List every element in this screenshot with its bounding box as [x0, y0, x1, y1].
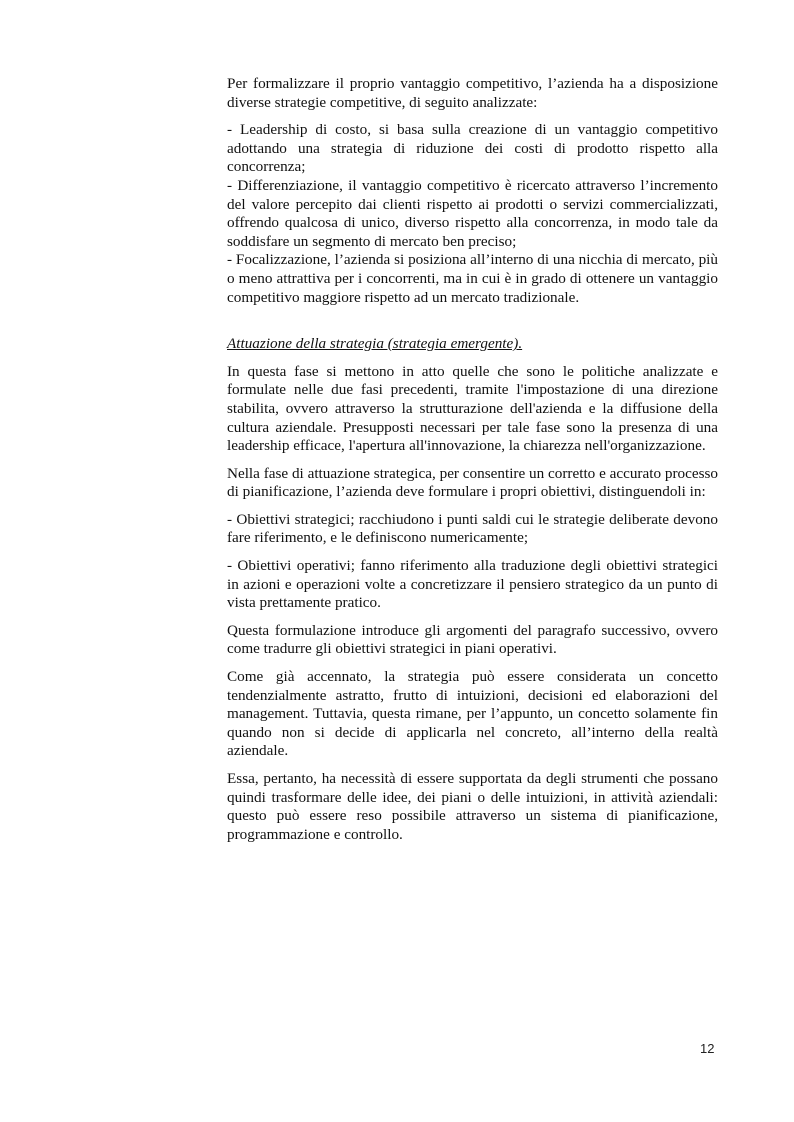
section-paragraph-1: In questa fase si mettono in atto quelle che sono le politiche analizzate e formulate nelle due fasi precedenti, tramite l'impostazione di una direzione stabilita, ovvero attraverso la strutturazione dell'azienda e la diffusione della cultura aziendale. Presupposti necessari per tale fase sono la presenza di una leadership efficace, l'apertura all'innovazione, la chiarezza nell'organizzazione.: [227, 362, 718, 455]
strategy-differentiation: - Differenziazione, il vantaggio competitivo è ricercato attraverso l’incremento del valore percepito dai clienti rispetto ai prodotti o servizi commercializzati, offrendo qualcosa di unico, diverso rispetto alla concorrenza, in modo tale da soddisfare un segmento di mercato ben preciso;: [227, 176, 718, 250]
page-body: [227, 75, 718, 853]
section-paragraph-2: Nella fase di attuazione strategica, per consentire un corretto e accurato processo di pianificazione, l’azienda deve formulare i propri obiettivi, distinguendoli in:: [227, 464, 718, 501]
objective-operational: - Obiettivi operativi; fanno riferimento alla traduzione degli obiettivi strategici in azioni e operazioni volte a concretizzare il pensiero strategico da un punto di vista prettamente pratico.: [227, 557, 718, 612]
strategy-cost-leadership: - Leadership di costo, si basa sulla creazione di un vantaggio competitivo adottando una strategia di riduzione dei costi di prodotto rispetto alla concorrenza;: [227, 121, 718, 176]
section-paragraph-5: Questa formulazione introduce gli argomenti del paragrafo successivo, ovvero come tradurre gli obiettivi strategici in piani operativi.: [227, 621, 718, 658]
section-paragraph-7: Essa, pertanto, ha necessità di essere supportata da degli strumenti che possano quindi trasformare delle idee, dei piani o delle intuizioni, in attività aziendali: questo può essere reso possibile attraverso un sistema di pianificazione, programmazione e controllo.: [227, 770, 718, 843]
section-heading: Attuazione della strategia (strategia emergente).: [227, 335, 523, 353]
strategy-focus: - Focalizzazione, l’azienda si posiziona all’interno di una nicchia di mercato, più o meno attrattiva per i concorrenti, ma in cui è in grado di ottenere un vantaggio competitivo maggiore rispetto ad un mercato tradizionale.: [227, 251, 718, 306]
section-paragraph-6: Come già accennato, la strategia può essere considerata un concetto tendenzialmente astratto, frutto di intuizioni, decisioni ed elaborazioni del management. Tuttavia, questa rimane, per l’appunto, un concetto solamente fin quando non si decide di applicarla nel concreto, all’interno della realtà aziendale.: [227, 668, 718, 760]
intro-paragraph: Per formalizzare il proprio vantaggio competitivo, l’azienda ha a disposizione diverse strategie competitive, di seguito analizzate:: [227, 75, 718, 111]
page-number: 12: [700, 1041, 715, 1056]
objective-strategic: - Obiettivi strategici; racchiudono i punti saldi cui le strategie deliberate devono fare riferimento, e le definiscono numericamente;: [227, 510, 718, 547]
